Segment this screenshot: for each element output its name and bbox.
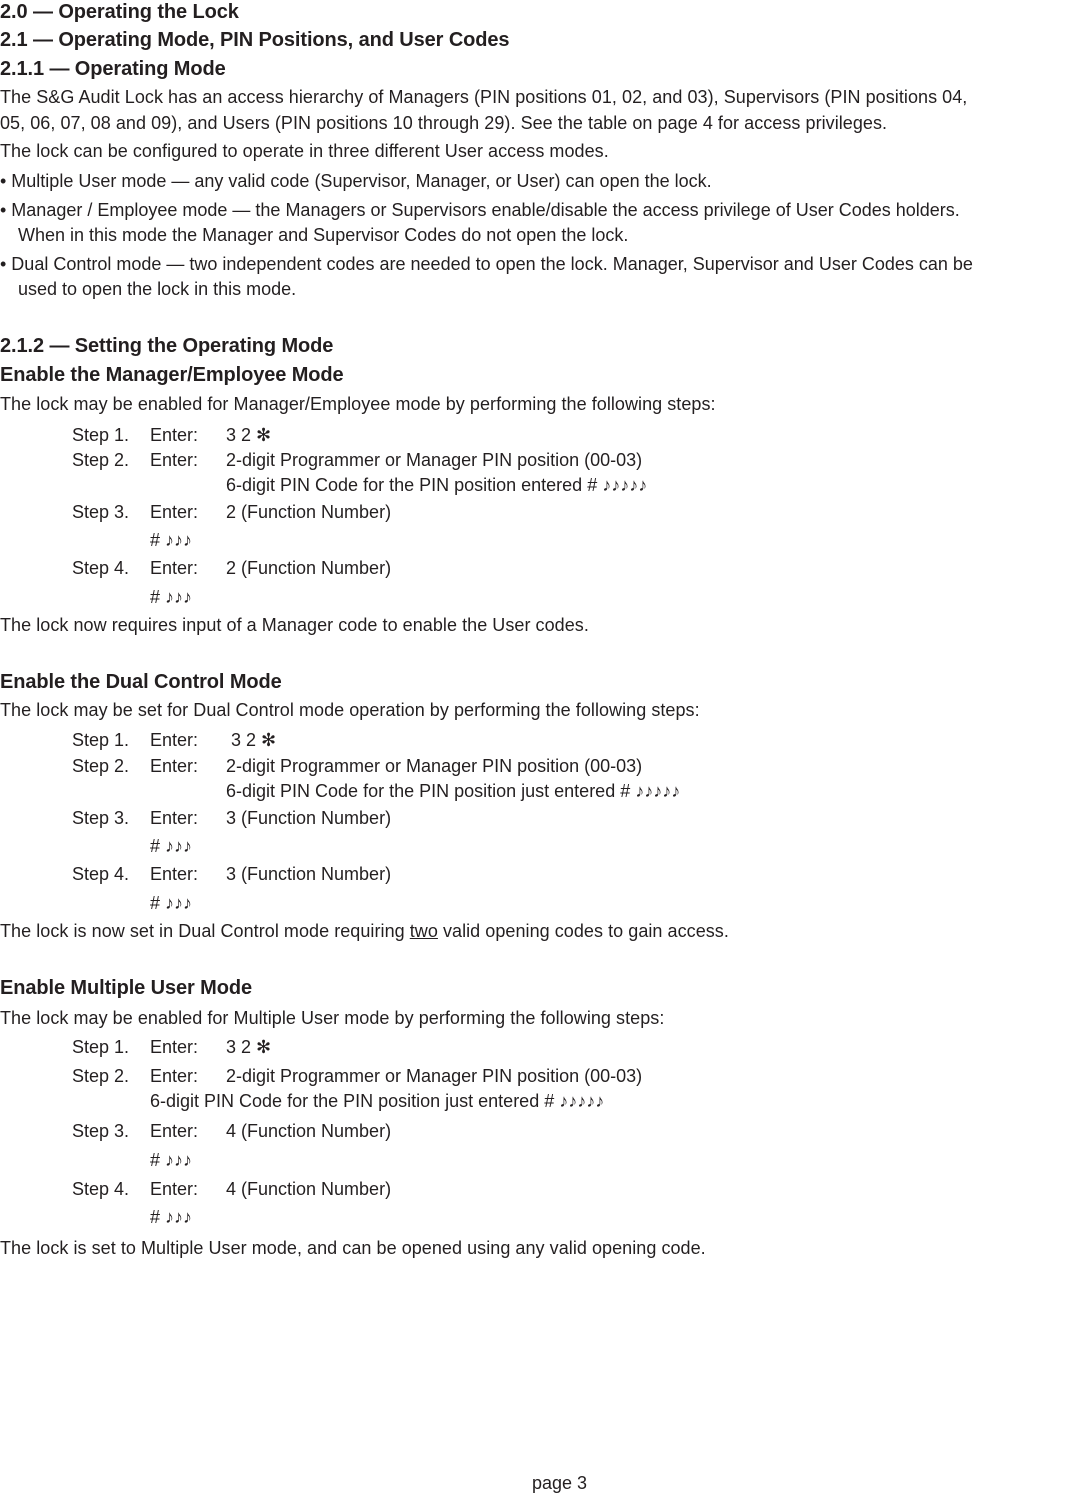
heading-2-1-2: 2.1.2 — Setting the Operating Mode <box>0 335 334 357</box>
step-value: 3 2 ✻ <box>226 425 272 445</box>
multiple-intro: The lock may be enabled for Multiple User mode by performing the following steps: <box>0 1008 665 1028</box>
dual-outro-start: The lock is now set in Dual Control mode requiring <box>0 921 410 941</box>
step-enter: Enter: <box>150 1066 199 1086</box>
step-hash: # ♪♪♪ <box>150 587 193 607</box>
manager-intro: The lock may be enabled for Manager/Employee mode by performing the following steps: <box>0 394 716 414</box>
bullet-dual-control-cont: used to open the lock in this mode. <box>18 279 297 299</box>
step-enter: Enter: <box>150 1179 199 1199</box>
bullet-multiple-user: • Multiple User mode — any valid code (Supervisor, Manager, or User) can open the lock. <box>0 171 712 191</box>
step-value: 2-digit Programmer or Manager PIN position (00-03) <box>226 450 643 470</box>
step-label: Step 2. <box>72 1066 130 1086</box>
intro-line-3: The lock can be configured to operate in three different User access modes. <box>0 141 609 161</box>
dual-outro <box>0 918 729 944</box>
step-enter: Enter: <box>150 450 199 470</box>
step-label: Step 2. <box>72 450 130 470</box>
step-enter: Enter: <box>150 558 199 578</box>
step-enter: Enter: <box>150 808 199 828</box>
step-hash: # ♪♪♪ <box>150 893 193 913</box>
step-value: 3 (Function Number) <box>226 864 392 884</box>
step-label: Step 1. <box>72 425 130 445</box>
step-hash: # ♪♪♪ <box>150 1150 193 1170</box>
step-hash: # ♪♪♪ <box>150 1207 193 1227</box>
step-value: 3 (Function Number) <box>226 808 392 828</box>
heading-2-1: 2.1 — Operating Mode, PIN Positions, and User Codes <box>0 29 510 51</box>
bullet-dual-control: • Dual Control mode — two independent codes are needed to open the lock. Manager, Supervisor and User Codes can be <box>0 254 973 274</box>
page-number: page 3 <box>532 1473 588 1493</box>
step-label: Step 1. <box>72 730 130 750</box>
heading-enable-dual: Enable the Dual Control Mode <box>0 671 282 693</box>
step-label: Step 2. <box>72 756 130 776</box>
step-value-cont: 6-digit PIN Code for the PIN position just entered # ♪♪♪♪♪ <box>150 1091 605 1111</box>
step-label: Step 3. <box>72 502 130 522</box>
step-enter: Enter: <box>150 756 199 776</box>
step-hash: # ♪♪♪ <box>150 530 193 550</box>
heading-2-0: 2.0 — Operating the Lock <box>0 1 239 23</box>
heading-2-1-1: 2.1.1 — Operating Mode <box>0 58 226 80</box>
step-value-cont: 6-digit PIN Code for the PIN position just entered # ♪♪♪♪♪ <box>226 781 681 801</box>
step-value: 2-digit Programmer or Manager PIN position (00-03) <box>226 1066 643 1086</box>
step-value: 3 2 ✻ <box>231 730 277 750</box>
dual-outro-end: valid opening codes to gain access. <box>437 921 729 941</box>
step-label: Step 4. <box>72 864 130 884</box>
step-value: 4 (Function Number) <box>226 1121 392 1141</box>
intro-line-1: The S&G Audit Lock has an access hierarchy of Managers (PIN positions 01, 02, and 03), Supervisors (PIN positions 04, <box>0 87 968 107</box>
step-value-cont: 6-digit PIN Code for the PIN position entered # ♪♪♪♪♪ <box>226 475 648 495</box>
intro-line-2: 05, 06, 07, 08 and 09), and Users (PIN positions 10 through 29). See the table on page 4 for access privileges. <box>0 113 888 133</box>
step-hash: # ♪♪♪ <box>150 836 193 856</box>
step-value: 2-digit Programmer or Manager PIN position (00-03) <box>226 756 643 776</box>
step-value: 2 (Function Number) <box>226 558 392 578</box>
step-enter: Enter: <box>150 864 199 884</box>
manager-outro: The lock now requires input of a Manager code to enable the User codes. <box>0 615 589 635</box>
step-enter: Enter: <box>150 730 199 750</box>
step-label: Step 1. <box>72 1037 130 1057</box>
heading-enable-manager: Enable the Manager/Employee Mode <box>0 364 344 386</box>
step-value: 4 (Function Number) <box>226 1179 392 1199</box>
heading-enable-multiple: Enable Multiple User Mode <box>0 977 252 999</box>
step-enter: Enter: <box>150 1121 199 1141</box>
step-label: Step 4. <box>72 558 130 578</box>
step-label: Step 3. <box>72 808 130 828</box>
step-label: Step 3. <box>72 1121 130 1141</box>
step-value: 3 2 ✻ <box>226 1037 272 1057</box>
dual-outro-emphasis: two <box>409 921 438 941</box>
step-enter: Enter: <box>150 502 199 522</box>
step-label: Step 4. <box>72 1179 130 1199</box>
step-enter: Enter: <box>150 425 199 445</box>
bullet-manager-employee: • Manager / Employee mode — the Managers or Supervisors enable/disable the access privilege of User Codes holders. <box>0 200 960 220</box>
step-value: 2 (Function Number) <box>226 502 392 522</box>
multiple-outro: The lock is set to Multiple User mode, and can be opened using any valid opening code. <box>0 1238 706 1258</box>
bullet-manager-employee-cont: When in this mode the Manager and Supervisor Codes do not open the lock. <box>18 225 629 245</box>
dual-intro: The lock may be set for Dual Control mode operation by performing the following steps: <box>0 700 700 720</box>
step-enter: Enter: <box>150 1037 199 1057</box>
